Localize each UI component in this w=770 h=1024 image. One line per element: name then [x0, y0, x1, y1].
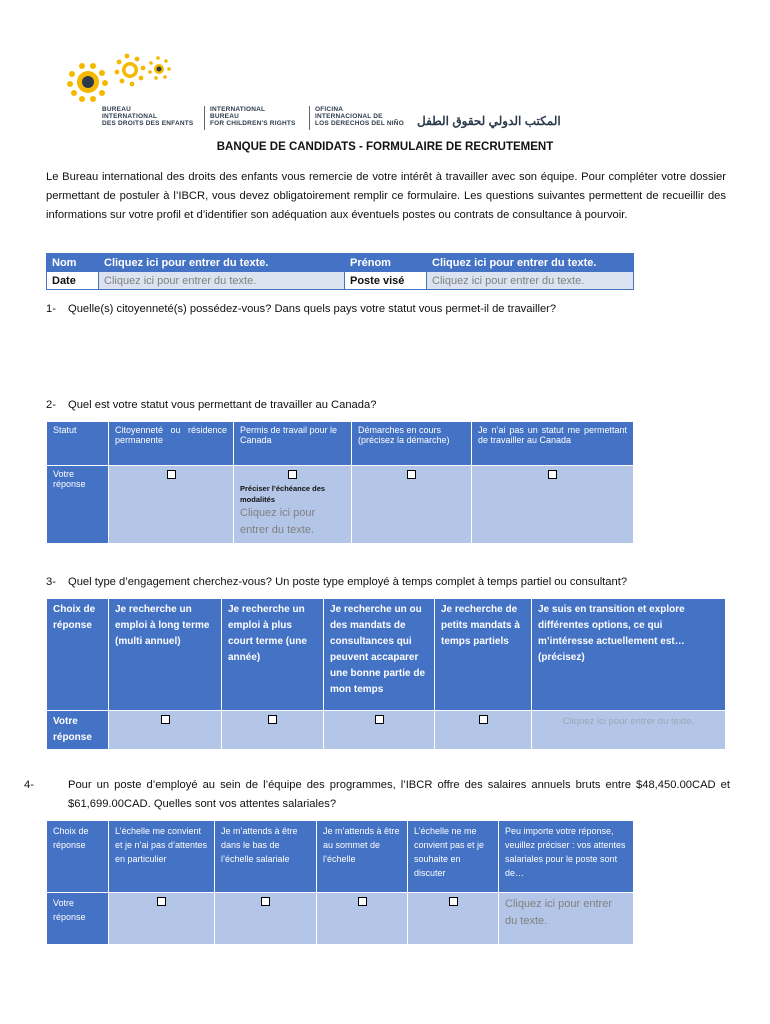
prenom-input[interactable]: Cliquez ici pour entrer du texte.	[427, 254, 634, 272]
prenom-label: Prénom	[345, 254, 427, 272]
answer-label: Votre réponse	[47, 893, 109, 945]
option-label: Je n’ai pas un statut me permettant de travailler au Canada	[472, 422, 634, 466]
question-text: Quel est votre statut vous permettant de travailler au Canada?	[68, 399, 377, 411]
poste-input[interactable]: Cliquez ici pour entrer du texte.	[427, 272, 634, 290]
question-text: Pour un poste d’employé au sein de l’équipe des programmes, l’IBCR offre des salaires annuels bruts entre $48,450.00CAD et $61,699.00CAD. Quelles sont vos attentes salariales?	[68, 779, 730, 810]
nom-input[interactable]: Cliquez ici pour entrer du texte.	[99, 254, 345, 272]
option-label: Démarches en cours (précisez la démarche)	[352, 422, 472, 466]
answer-cell	[109, 466, 234, 544]
identity-table	[46, 253, 634, 290]
engagement-table	[46, 598, 726, 750]
answer-cell	[234, 466, 352, 544]
status-table	[46, 421, 634, 544]
option-label: Je m’attends à être dans le bas de l’échelle salariale	[215, 821, 317, 893]
checkbox[interactable]	[167, 470, 176, 479]
checkbox[interactable]	[407, 470, 416, 479]
ibcr-logo	[62, 50, 562, 135]
answer-cell	[215, 893, 317, 945]
answer-cell	[324, 711, 435, 750]
date-input[interactable]: Cliquez ici pour entrer du texte.	[99, 272, 345, 290]
answer-cell	[435, 711, 532, 750]
answer-cell	[317, 893, 408, 945]
transition-input[interactable]: Cliquez ici pour entrer du texte.	[532, 711, 726, 750]
answer-cell	[222, 711, 324, 750]
question-text: Quel type d’engagement cherchez-vous? Un poste type employé à temps complet à temps partiel ou consultant?	[68, 576, 628, 588]
answer-label: Votre réponse	[47, 711, 109, 750]
question-number: 2-	[46, 399, 56, 411]
option-label: Peu importe votre réponse, veuillez préciser : vos attentes salariales pour le poste sont de…	[499, 821, 634, 893]
org-name-fr: BUREAU INTERNATIONAL DES DROITS DES ENFANTS	[102, 106, 194, 128]
question-number: 3-	[46, 576, 56, 588]
nom-label: Nom	[47, 254, 99, 272]
option-label: Je recherche de petits mandats à temps partiels	[435, 599, 532, 711]
option-label: Je suis en transition et explore différentes options, ce qui m’intéresse actuellement est… (précisez)	[532, 599, 726, 711]
poste-label: Poste visé	[345, 272, 427, 290]
answer-cell	[472, 466, 634, 544]
checkbox[interactable]	[548, 470, 557, 479]
page-title: BANQUE DE CANDIDATS - FORMULAIRE DE RECRUTEMENT	[216, 141, 554, 153]
answer-cell	[352, 466, 472, 544]
org-name-en: INTERNATIONAL BUREAU FOR CHILDREN'S RIGHTS	[210, 106, 296, 128]
question-number: 4-	[24, 779, 34, 791]
row-label: Choix de réponse	[47, 599, 109, 711]
org-name-ar: المكتب الدولي لحقوق الطفل	[417, 114, 561, 128]
question-1	[46, 300, 730, 319]
option-label: Je m’attends à être au sommet de l’échelle	[317, 821, 408, 893]
salary-table	[46, 820, 634, 945]
answer-cell	[109, 711, 222, 750]
checkbox[interactable]	[358, 897, 367, 906]
checkbox[interactable]	[479, 715, 488, 724]
deadline-input[interactable]: Cliquez ici pour entrer du texte.	[240, 507, 316, 536]
checkbox[interactable]	[161, 715, 170, 724]
question-4	[24, 776, 730, 814]
deadline-note: Préciser l’échéance des modalités	[240, 484, 326, 504]
checkbox[interactable]	[288, 470, 297, 479]
logo-divider	[309, 106, 310, 130]
checkbox[interactable]	[157, 897, 166, 906]
checkbox[interactable]	[449, 897, 458, 906]
answer-label: Votre réponse	[47, 466, 109, 544]
date-label: Date	[47, 272, 99, 290]
answer-cell	[109, 893, 215, 945]
checkbox[interactable]	[375, 715, 384, 724]
option-label: L’échelle ne me convient pas et je souhaite en discuter	[408, 821, 499, 893]
checkbox[interactable]	[268, 715, 277, 724]
question-2	[46, 396, 730, 415]
logo-divider	[204, 106, 205, 130]
option-label: Je recherche un emploi à plus court terme (une année)	[222, 599, 324, 711]
question-number: 1-	[46, 303, 56, 315]
org-name-es: OFICINA INTERNACIONAL DE LOS DERECHOS DEL NIÑO	[315, 106, 404, 128]
question-3	[46, 573, 730, 592]
option-label: Citoyenneté ou résidence permanente	[109, 422, 234, 466]
option-label: Je recherche un ou des mandats de consultances qui peuvent accaparer une bonne partie de mon temps	[324, 599, 435, 711]
option-label: Permis de travail pour le Canada	[234, 422, 352, 466]
option-label: Je recherche un emploi à long terme (multi annuel)	[109, 599, 222, 711]
option-label: L’échelle me convient et je n’ai pas d’attentes en particulier	[109, 821, 215, 893]
row-label: Statut	[47, 422, 109, 466]
sun-logo-icon	[62, 50, 182, 106]
question-text: Quelle(s) citoyenneté(s) possédez-vous? Dans quels pays votre statut vous permet-il de travailler?	[68, 303, 557, 315]
intro-paragraph: Le Bureau international des droits des enfants vous remercie de votre intérêt à travailler avec son équipe. Pour compléter votre dossier permettant de postuler à l’IBCR, vous devez obligatoirement remplir ce formulaire. Les questions suivantes permettent de recueillir des informations sur votre profil et d’identifier son adéquation aux éventuels postes ou contrats de consultance à pourvoir.	[46, 171, 726, 221]
salary-input[interactable]: Cliquez ici pour entrer du texte.	[499, 893, 634, 945]
row-label: Choix de réponse	[47, 821, 109, 893]
checkbox[interactable]	[261, 897, 270, 906]
answer-cell	[408, 893, 499, 945]
